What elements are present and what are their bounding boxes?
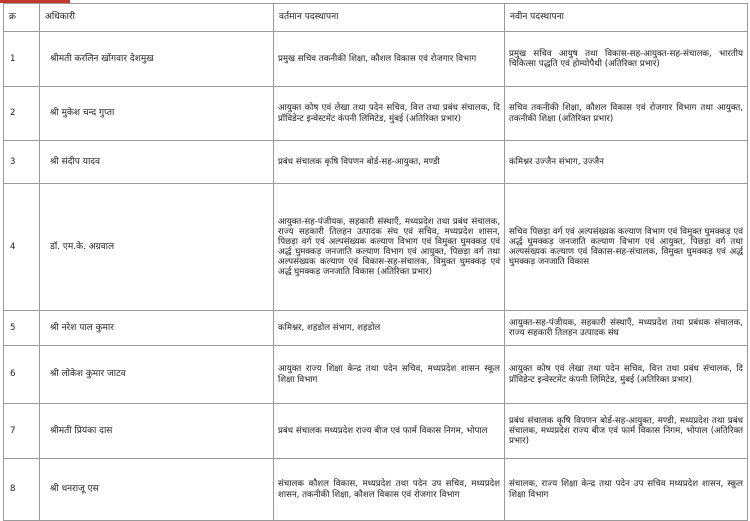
row-serial: 2: [4, 87, 40, 141]
transfer-order-table: [3, 3, 748, 521]
row-current-posting: आयुक्त कोष एवं लेखा तथा पदेन सचिव, वित्त तथा प्रबंध संचालक, दि प्रॉविडेन्ट इन्वेस्टमेंट कंपनी लिमिटेड, मुंबई (अतिरिक्त प्रभार): [274, 87, 505, 141]
row-officer: डॉ. एम.के. अग्रवाल: [40, 184, 274, 311]
table-row: [4, 32, 748, 87]
header-current-posting: वर्तमान पदस्थापना: [274, 4, 505, 32]
row-new-posting: आयुक्त कोष एवं लेखा तथा पदेन सचिव, वित्त तथा प्रबंध संचालक, दि प्रॉविडेन्ट इन्वेस्टमेंट कंपनी लिमिटेड, मुंबई (अतिरिक्त प्रभार): [505, 346, 748, 404]
row-new-posting: कमिश्नर उज्जैन संभाग, उज्जैन: [505, 141, 748, 184]
table-row: [4, 87, 748, 141]
row-officer: श्री नरेश पाल कुमार: [40, 311, 274, 346]
row-new-posting: सचिव पिछड़ा वर्ग एवं अल्पसंख्यक कल्याण विभाग एवं विमुक्त घुमक्कड़ एवं अर्द्ध घुमक्कड़ जनजाति कल्याण विभाग एवं आयुक्त, पिछड़ा वर्ग तथा अल्पसंख्यक कल्याण एवं विकास-सह-संचालक, विमुक्त घुमक्कड़ एवं अर्द्ध घुमक्कड़ जनजाति विकास: [505, 184, 748, 311]
table-row: [4, 459, 748, 521]
table-header-row: [4, 4, 748, 32]
row-serial: 8: [4, 459, 40, 521]
header-officer: अधिकारी: [40, 4, 274, 32]
row-officer: श्रीमती प्रियंका दास: [40, 404, 274, 459]
table-row: [4, 311, 748, 346]
row-new-posting: प्रबंध संचालक कृषि विपणन बोर्ड-सह-आयुक्त, मण्डी, मध्यप्रदेश तथा प्रबंध संचालक, मध्यप्रदेश राज्य बीज एवं फार्म विकास निगम, भोपाल (अतिरिक्त प्रभार): [505, 404, 748, 459]
row-serial: 5: [4, 311, 40, 346]
row-current-posting: आयुक्त राज्य शिक्षा केन्द्र तथा पदेन सचिव, मध्यप्रदेश शासन स्कूल शिक्षा विभाग: [274, 346, 505, 404]
table-row: [4, 346, 748, 404]
row-new-posting: आयुक्त-सह-पंजीयक, सहकारी संस्थाएँ, मध्यप्रदेश तथा प्रबंधक संचालक, राज्य सहकारी तिलहन उत्पादक संघ: [505, 311, 748, 346]
row-serial: 3: [4, 141, 40, 184]
row-serial: 4: [4, 184, 40, 311]
row-current-posting: संचालक कौशल विकास, मध्यप्रदेश तथा पदेन उप सचिव, मध्यप्रदेश शासन, तकनीकी शिक्षा, कौशल विकास एवं रोजगार विभाग: [274, 459, 505, 521]
table-row: [4, 404, 748, 459]
table-row: [4, 141, 748, 184]
row-new-posting: सचिव तकनीकी शिक्षा, कौशल विकास एवं रोजगार विभाग तथा आयुक्त, तकनीकी शिक्षा (अतिरिक्त प्रभार): [505, 87, 748, 141]
table-row: [4, 184, 748, 311]
row-officer: श्री लोकेश कुमार जाटव: [40, 346, 274, 404]
row-new-posting: संचालक, राज्य शिक्षा केन्द्र तथा पदेन उप सचिव मध्यप्रदेश शासन, स्कूल शिक्षा विभाग: [505, 459, 748, 521]
row-new-posting: प्रमुख सचिव आयुष तथा विकास-सह-आयुक्त-सह-संचालक, भारतीय चिकित्सा पद्धति एवं होम्योपैथी (अतिरिक्त प्रभार): [505, 32, 748, 87]
row-officer: श्री धनराजू एस: [40, 459, 274, 521]
row-officer: श्रीमती करलिन खोंगवार देशमुख: [40, 32, 274, 87]
row-current-posting: आयुक्त-सह-पंजीयक, सहकारी संस्थाएँ, मध्यप्रदेश तथा प्रबंध संचालक, राज्य सहकारी तिलहन उत्पादक संघ एवं सचिव, मध्यप्रदेश शासन, पिछड़ा वर्ग एवं अल्पसंख्यक कल्याण विभाग एवं विमुक्त घुमक्कड़ एवं अर्द्ध घुमक्कड़ जनजाति कल्याण विभाग एवं आयुक्त, पिछड़ा वर्ग तथा अल्पसंख्यक कल्याण एवं विकास-सह-संचालक, विमुक्त घुमक्कड़ एवं अर्द्ध घुमक्कड़ जनजाति विकास (अतिरिक्त प्रभार): [274, 184, 505, 311]
row-current-posting: प्रमुख सचिव तकनीकी शिक्षा, कौशल विकास एवं रोजगार विभाग: [274, 32, 505, 87]
row-current-posting: प्रबंध संचालक कृषि विपणन बोर्ड-सह-आयुक्त, मण्डी: [274, 141, 505, 184]
row-current-posting: कमिश्नर, शहडोल संभाग, शहडोल: [274, 311, 505, 346]
row-serial: 7: [4, 404, 40, 459]
row-officer: श्री संदीप यादव: [40, 141, 274, 184]
row-serial: 6: [4, 346, 40, 404]
row-officer: श्री मुकेश चन्द गुप्ता: [40, 87, 274, 141]
header-serial: क्र: [4, 4, 40, 32]
row-current-posting: प्रबंध संचालक मध्यप्रदेश राज्य बीज एवं फार्म विकास निगम, भोपाल: [274, 404, 505, 459]
row-serial: 1: [4, 32, 40, 87]
header-new-posting: नवीन पदस्थापना: [505, 4, 748, 32]
